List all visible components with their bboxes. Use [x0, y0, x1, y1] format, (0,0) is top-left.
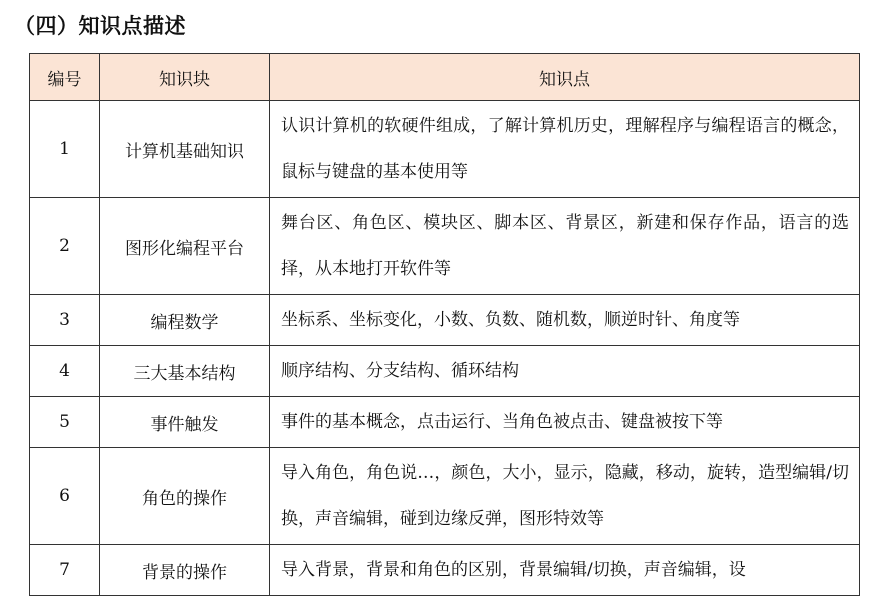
row-number: 4	[30, 346, 100, 397]
row-knowledge-block: 事件触发	[100, 397, 270, 448]
row-knowledge-points: 导入角色，角色说…，颜色，大小，显示，隐藏，移动，旋转，造型编辑/切换，声音编辑，碰到边缘反弹，图形特效等	[270, 448, 860, 545]
header-number: 编号	[30, 54, 100, 101]
row-knowledge-block: 三大基本结构	[100, 346, 270, 397]
table-row	[30, 295, 860, 346]
row-number: 3	[30, 295, 100, 346]
row-knowledge-block: 计算机基础知识	[100, 101, 270, 198]
table-row	[30, 448, 860, 545]
row-knowledge-block: 背景的操作	[100, 545, 270, 596]
header-knowledge-block: 知识块	[100, 54, 270, 101]
table-row	[30, 101, 860, 198]
knowledge-points-table	[29, 53, 860, 596]
row-knowledge-points: 舞台区、角色区、模块区、脚本区、背景区，新建和保存作品，语言的选择，从本地打开软件等	[270, 198, 860, 295]
row-number: 1	[30, 101, 100, 198]
section-title: （四）知识点描述	[14, 14, 186, 38]
table-row	[30, 198, 860, 295]
row-number: 2	[30, 198, 100, 295]
table-row	[30, 545, 860, 596]
table-row	[30, 397, 860, 448]
row-knowledge-points: 导入背景，背景和角色的区别，背景编辑/切换，声音编辑，设	[270, 545, 860, 596]
row-number: 6	[30, 448, 100, 545]
row-knowledge-points: 顺序结构、分支结构、循环结构	[270, 346, 860, 397]
row-knowledge-block: 角色的操作	[100, 448, 270, 545]
row-number: 7	[30, 545, 100, 596]
row-number: 5	[30, 397, 100, 448]
row-knowledge-points: 事件的基本概念，点击运行、当角色被点击、键盘被按下等	[270, 397, 860, 448]
row-knowledge-block: 图形化编程平台	[100, 198, 270, 295]
row-knowledge-block: 编程数学	[100, 295, 270, 346]
table-row	[30, 346, 860, 397]
header-knowledge-points: 知识点	[270, 54, 860, 101]
row-knowledge-points: 认识计算机的软硬件组成，了解计算机历史，理解程序与编程语言的概念，鼠标与键盘的基本使用等	[270, 101, 860, 198]
table-header-row	[30, 54, 860, 101]
row-knowledge-points: 坐标系、坐标变化，小数、负数、随机数，顺逆时针、角度等	[270, 295, 860, 346]
